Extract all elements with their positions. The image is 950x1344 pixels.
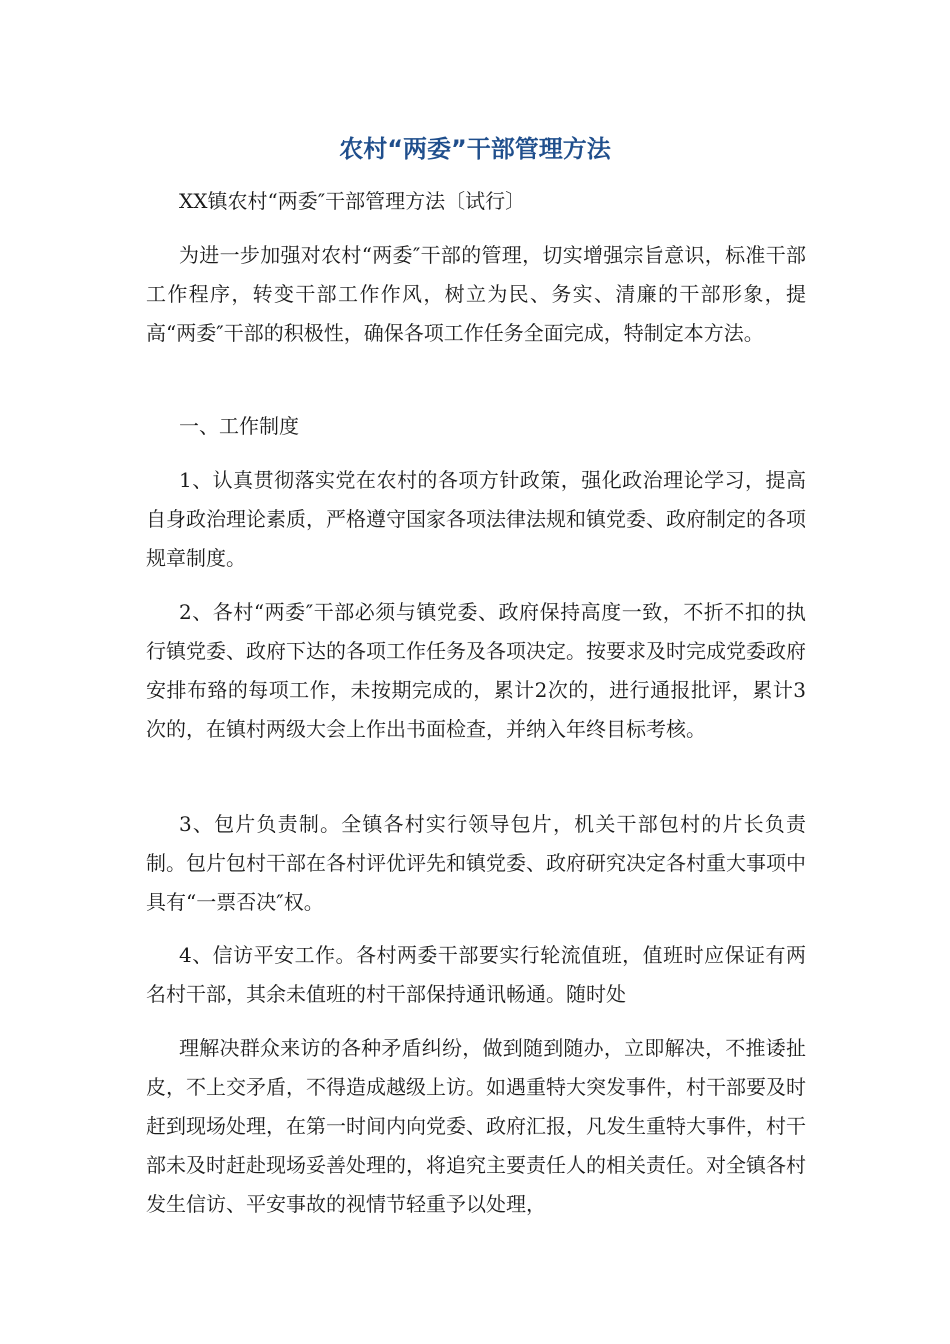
continuation-paragraph: 理解决群众来访的各种矛盾纠纷，做到随到随办，立即解决，不推诿扯皮，不上交矛盾，不得造成越级上访。如遇重特大突发事件，村干部要及时赶到现场处理，在第一时间内向党委、政府汇报，凡发生重特大事件，村干部未及时赶赴现场妥善处理的，将追究主要责任人的相关责任。对全镇各村发生信访、平安事故的视情节轻重予以处理， bbox=[146, 1036, 806, 1216]
rule-item-3: 3、包片负责制。全镇各村实行领导包片，机关干部包村的片长负责制。包片包村干部在各村评优评先和镇党委、政府研究决定各村重大事项中具有“一票否决″权。 bbox=[146, 812, 806, 914]
section-heading: 一、工作制度 bbox=[179, 414, 299, 438]
document-title: 农村“两委”干部管理方法 bbox=[339, 135, 611, 163]
rule-item-1: 1、认真贯彻落实党在农村的各项方针政策，强化政治理论学习，提高自身政治理论素质，严格遵守国家各项法律法规和镇党委、政府制定的各项规章制度。 bbox=[146, 468, 806, 570]
rule-item-4: 4、信访平安工作。各村两委干部要实行轮流值班，值班时应保证有两名村干部，其余未值班的村干部保持通讯畅通。随时处 bbox=[146, 943, 806, 1006]
rule-item-2: 2、各村“两委″干部必须与镇党委、政府保持高度一致，不折不扣的执行镇党委、政府下达的各项工作任务及各项决定。按要求及时完成党委政府安排布臵的每项工作，未按期完成的，累计2次的，进行通报批评，累计3次的，在镇村两级大会上作出书面检查，并纳入年终目标考核。 bbox=[146, 600, 806, 741]
intro-paragraph: 为进一步加强对农村“两委″干部的管理，切实增强宗旨意识，标准干部工作程序，转变干部工作作风，树立为民、务实、清廉的干部形象，提高“两委″干部的积极性，确保各项工作任务全面完成，特制定本方法。 bbox=[146, 243, 806, 345]
document-subtitle: XX镇农村“两委″干部管理方法〔试行〕 bbox=[179, 189, 526, 213]
